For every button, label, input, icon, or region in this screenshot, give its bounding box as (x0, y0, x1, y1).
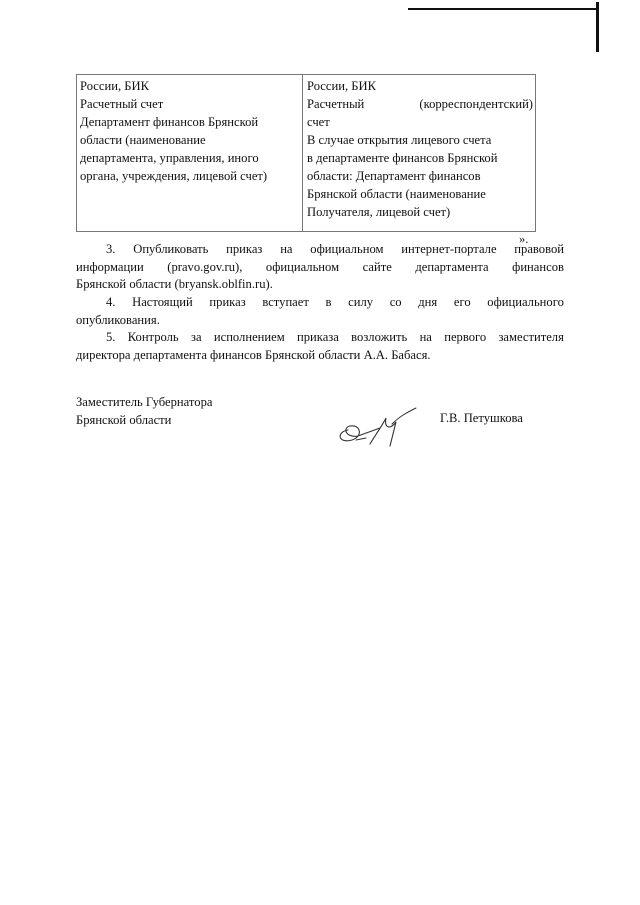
table-line: области (наименование (80, 133, 206, 147)
paragraph-line: Брянской области (bryansk.oblfin.ru). (76, 277, 273, 291)
word: дня (418, 295, 438, 309)
table-line: департамента, управления, иного (80, 151, 259, 165)
table-cell-right (307, 77, 533, 221)
table-line: В случае открытия лицевого счета (307, 133, 492, 147)
word: Настоящий (132, 295, 193, 309)
table-line: Получателя, лицевой счет) (307, 205, 451, 219)
page-corner-mark-horizontal (408, 8, 598, 10)
paragraph-line (76, 259, 564, 277)
word: заместителя (498, 330, 564, 344)
page-corner-mark-vertical (596, 2, 599, 52)
table-line: органа, учреждения, лицевой счет) (80, 169, 268, 183)
word: 4. (106, 295, 116, 309)
word: (pravo.gov.ru), (167, 259, 243, 274)
word: в (325, 295, 332, 309)
word: на (419, 330, 432, 344)
paragraph-4 (76, 294, 564, 329)
word: Опубликовать (133, 242, 209, 256)
table-line: Департамент финансов Брянской (80, 115, 259, 129)
word: информации (76, 259, 144, 274)
table-line: в департаменте финансов Брянской (307, 151, 498, 165)
word: возложить (351, 330, 408, 344)
table-line: России, БИК (307, 79, 376, 93)
word: приказа (297, 330, 339, 344)
table-line: области: Департамент финансов (307, 169, 481, 183)
word: исполнением (213, 330, 285, 344)
paragraph-5 (76, 329, 564, 364)
word: вступает (262, 295, 309, 309)
table-column-divider (302, 75, 303, 231)
word: на (280, 242, 293, 256)
table-word: (корреспондентский) (419, 97, 533, 111)
word: официальном (265, 259, 340, 274)
table-line: счет (307, 115, 330, 129)
word: Контроль (127, 330, 179, 344)
signatory-title (76, 393, 212, 429)
word: официальном (310, 242, 384, 256)
table-line-justified (307, 95, 533, 113)
paragraph-line (76, 241, 564, 259)
paragraph-3 (76, 241, 564, 294)
word: 3. (106, 242, 116, 256)
word: финансов (512, 259, 564, 274)
word: правовой (514, 242, 564, 256)
word: 5. (106, 330, 116, 344)
signatory-title-line: Заместитель Губернатора (76, 395, 213, 409)
paragraph-line: директора департамента финансов Брянской области А.А. Бабася. (76, 347, 431, 362)
word: его (453, 295, 471, 309)
requisites-table (76, 74, 536, 232)
paragraph-line: опубликования. (76, 312, 160, 327)
table-line: Брянской области (наименование (307, 187, 486, 201)
paragraph-line (76, 329, 564, 347)
table-word: Расчетный (307, 97, 365, 111)
paragraph-line (76, 294, 564, 312)
word: приказ (226, 242, 263, 256)
table-line: России, БИК (80, 79, 149, 93)
word: со (389, 295, 402, 309)
word: сайте (362, 259, 392, 274)
word: интернет-портале (401, 242, 497, 256)
word: департамента (415, 259, 489, 274)
word: за (190, 330, 202, 344)
closing-quote: ». (519, 232, 529, 246)
table-cell-left (80, 77, 300, 185)
signatory-title-line: Брянской области (76, 413, 172, 427)
word: первого (444, 330, 487, 344)
signatory-name: Г.В. Петушкова (440, 411, 523, 425)
word: приказ (209, 295, 246, 309)
table-line: Расчетный счет (80, 97, 164, 111)
word: силу (348, 295, 374, 309)
word: официального (487, 295, 564, 309)
handwritten-signature (330, 400, 420, 460)
